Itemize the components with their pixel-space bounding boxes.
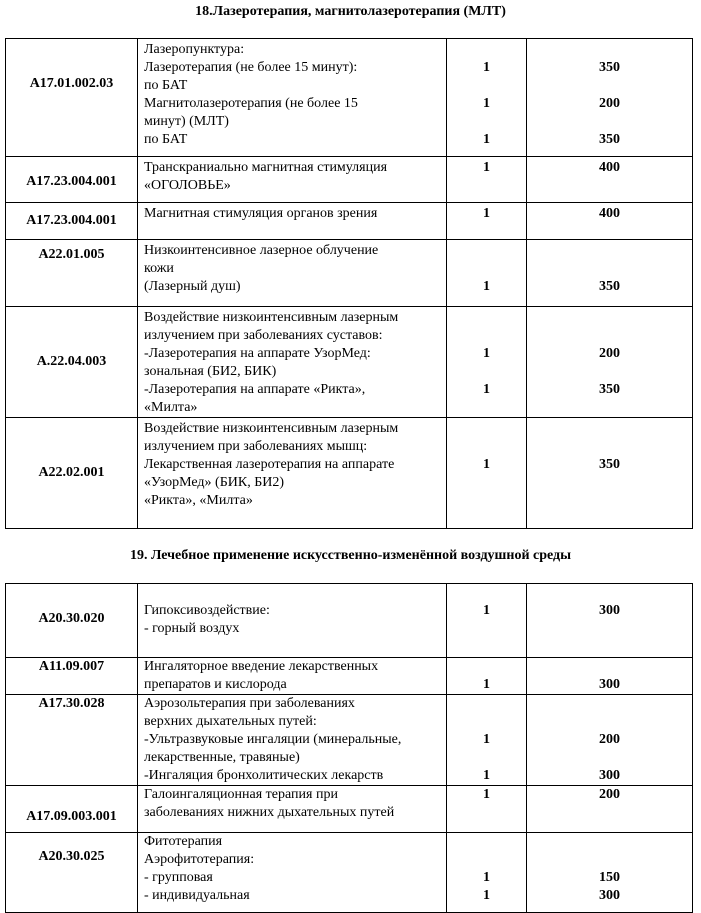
service-price xyxy=(527,584,693,658)
cell-line: Воздействие низкоинтенсивным лазерным xyxy=(144,310,399,325)
cell-line xyxy=(533,363,686,381)
cell-line: 1 xyxy=(483,888,490,903)
cell-line: 200 xyxy=(599,732,620,747)
cell-line xyxy=(453,851,520,869)
service-quantity xyxy=(447,786,527,833)
service-price xyxy=(527,203,693,240)
cell-line: 1 xyxy=(483,870,490,885)
service-code: А17.23.004.001 xyxy=(6,157,138,203)
cell-line: 1 xyxy=(483,732,490,747)
cell-line xyxy=(453,713,520,731)
cell-line: 1 xyxy=(483,787,490,802)
service-quantity xyxy=(447,157,527,203)
cell-line: 1 xyxy=(483,60,490,75)
cell-line xyxy=(533,474,686,492)
cell-line xyxy=(533,851,686,869)
cell-line xyxy=(533,749,686,767)
table-row xyxy=(6,240,693,307)
service-quantity xyxy=(447,584,527,658)
table-row xyxy=(6,203,693,240)
service-code: А17.01.002.03 xyxy=(6,39,138,157)
service-price xyxy=(527,240,693,307)
cell-line xyxy=(453,420,520,438)
cell-line: (Лазерный душ) xyxy=(144,279,241,294)
cell-line: «ОГОЛОВЬЕ» xyxy=(144,178,231,193)
cell-line xyxy=(533,399,686,417)
cell-line: «УзорМед» (БИК, БИ2) xyxy=(144,475,285,490)
service-quantity xyxy=(447,695,527,786)
cell-line: 350 xyxy=(599,132,620,147)
service-description xyxy=(138,39,447,157)
section-19-title: 19. Лечебное применение искусственно-изменённой воздушной среды xyxy=(129,548,572,563)
cell-line: «Рикта», «Милта» xyxy=(144,493,253,508)
cell-line: Фитотерапия xyxy=(144,834,223,849)
cell-line: 350 xyxy=(599,457,620,472)
cell-line xyxy=(533,177,686,195)
cell-line xyxy=(453,113,520,131)
service-price xyxy=(527,418,693,529)
cell-line xyxy=(453,474,520,492)
section-19-table xyxy=(5,583,693,913)
cell-line: излучением при заболеваниях суставов: xyxy=(144,328,383,343)
cell-line xyxy=(533,327,686,345)
service-quantity xyxy=(447,658,527,695)
service-price xyxy=(527,39,693,157)
table-row xyxy=(6,39,693,157)
cell-line: верхних дыхательных путей: xyxy=(144,714,317,729)
table-row xyxy=(6,307,693,418)
table-row xyxy=(6,418,693,529)
service-code: А22.01.005 xyxy=(6,240,138,307)
service-description xyxy=(138,240,447,307)
cell-line: -Ингаляция бронхолитических лекарств xyxy=(144,768,384,783)
cell-line: «Милта» xyxy=(144,400,198,415)
cell-line xyxy=(533,41,686,59)
service-code: А.22.04.003 xyxy=(6,307,138,418)
cell-line xyxy=(453,41,520,59)
cell-line xyxy=(453,77,520,95)
cell-line: Магнитная стимуляция органов зрения xyxy=(144,206,378,221)
cell-line xyxy=(533,438,686,456)
cell-line xyxy=(533,833,686,851)
cell-line: 350 xyxy=(599,382,620,397)
service-code: А22.02.001 xyxy=(6,418,138,529)
service-description xyxy=(138,786,447,833)
cell-line: 200 xyxy=(599,96,620,111)
cell-line xyxy=(533,492,686,510)
service-price xyxy=(527,157,693,203)
service-quantity xyxy=(447,833,527,913)
cell-line: 1 xyxy=(483,132,490,147)
cell-line: 350 xyxy=(599,279,620,294)
section-18-table xyxy=(5,38,693,529)
cell-line xyxy=(453,242,520,260)
cell-line: - горный воздух xyxy=(144,621,240,636)
cell-line: 1 xyxy=(483,457,490,472)
cell-line xyxy=(453,327,520,345)
service-code: А20.30.020 xyxy=(6,584,138,658)
service-code: А17.23.004.001 xyxy=(6,203,138,240)
cell-line xyxy=(453,804,520,822)
service-price xyxy=(527,695,693,786)
service-description xyxy=(138,695,447,786)
cell-line: 400 xyxy=(599,160,620,175)
table-row xyxy=(6,833,693,913)
cell-line: Галоингаляционная терапия при xyxy=(144,787,338,802)
service-description xyxy=(138,658,447,695)
service-price xyxy=(527,833,693,913)
cell-line xyxy=(453,620,520,638)
service-description xyxy=(138,307,447,418)
cell-line xyxy=(533,420,686,438)
cell-line: по БАТ xyxy=(144,132,188,147)
cell-line: 200 xyxy=(599,787,620,802)
service-quantity xyxy=(447,240,527,307)
cell-line: Аэрозольтерапия при заболеваниях xyxy=(144,696,355,711)
cell-line xyxy=(453,309,520,327)
cell-line xyxy=(533,77,686,95)
service-description xyxy=(138,833,447,913)
cell-line: Магнитолазеротерапия (не более 15 xyxy=(144,96,358,111)
cell-line xyxy=(453,695,520,713)
cell-line: по БАТ xyxy=(144,78,188,93)
cell-line: 300 xyxy=(599,888,620,903)
service-quantity xyxy=(447,39,527,157)
cell-line: - групповая xyxy=(144,870,213,885)
service-price xyxy=(527,658,693,695)
cell-line: препаратов и кислорода xyxy=(144,677,287,692)
section-18-title: 18.Лазеротерапия, магнитолазеротерапия (МЛТ) xyxy=(195,4,506,19)
cell-line xyxy=(533,695,686,713)
cell-line xyxy=(533,113,686,131)
cell-line xyxy=(533,713,686,731)
service-code: А11.09.007 xyxy=(6,658,138,695)
cell-line: -Ультразвуковые ингаляции (минеральные, xyxy=(144,732,402,747)
service-code: А17.30.028 xyxy=(6,695,138,786)
cell-line: минут) (МЛТ) xyxy=(144,114,229,129)
service-quantity xyxy=(447,418,527,529)
cell-line: Лазеропунктура: xyxy=(144,42,245,57)
cell-line xyxy=(453,177,520,195)
cell-line: 300 xyxy=(599,768,620,783)
cell-line xyxy=(533,804,686,822)
cell-line: 1 xyxy=(483,346,490,361)
cell-line xyxy=(533,260,686,278)
cell-line: Лазеротерапия (не более 15 минут): xyxy=(144,60,358,75)
cell-line: кожи xyxy=(144,261,174,276)
cell-line: 300 xyxy=(599,603,620,618)
table-row xyxy=(6,786,693,833)
cell-line xyxy=(453,438,520,456)
cell-line xyxy=(453,658,520,676)
cell-line: заболеваниях нижних дыхательных путей xyxy=(144,805,395,820)
cell-line: 300 xyxy=(599,677,620,692)
cell-line: Гипоксивоздействие: xyxy=(144,603,270,618)
cell-line: Воздействие низкоинтенсивным лазерным xyxy=(144,421,399,436)
service-code: А20.30.025 xyxy=(6,833,138,913)
service-code: А17.09.003.001 xyxy=(6,786,138,833)
cell-line: 150 xyxy=(599,870,620,885)
cell-line xyxy=(533,309,686,327)
cell-line xyxy=(453,833,520,851)
cell-line: 200 xyxy=(599,346,620,361)
cell-line: Лекарственная лазеротерапия на аппарате xyxy=(144,457,395,472)
service-quantity xyxy=(447,203,527,240)
cell-line: 1 xyxy=(483,677,490,692)
table-row xyxy=(6,658,693,695)
table-row xyxy=(6,157,693,203)
cell-line: 400 xyxy=(599,206,620,221)
service-description xyxy=(138,157,447,203)
cell-line: Транскраниально магнитная стимуляция xyxy=(144,160,388,175)
service-description xyxy=(138,418,447,529)
service-quantity xyxy=(447,307,527,418)
cell-line: 350 xyxy=(599,60,620,75)
cell-line: 1 xyxy=(483,768,490,783)
cell-line: зональная (БИ2, БИК) xyxy=(144,364,277,379)
cell-line xyxy=(453,363,520,381)
cell-line: 1 xyxy=(483,96,490,111)
cell-line xyxy=(533,620,686,638)
cell-line xyxy=(533,242,686,260)
cell-line: 1 xyxy=(483,279,490,294)
cell-line: лекарственные, травяные) xyxy=(144,750,300,765)
cell-line xyxy=(453,492,520,510)
cell-line xyxy=(533,658,686,676)
cell-line: Ингаляторное введение лекарственных xyxy=(144,659,379,674)
cell-line: излучением при заболеваниях мышц: xyxy=(144,439,368,454)
service-price xyxy=(527,307,693,418)
cell-line xyxy=(453,260,520,278)
cell-line: 1 xyxy=(483,206,490,221)
cell-line: Низкоинтенсивное лазерное облучение xyxy=(144,243,379,258)
cell-line xyxy=(453,749,520,767)
service-price xyxy=(527,786,693,833)
service-description xyxy=(138,203,447,240)
cell-line xyxy=(453,399,520,417)
cell-line: -Лазеротерапия на аппарате УзорМед: xyxy=(144,346,371,361)
cell-line: -Лазеротерапия на аппарате «Рикта», xyxy=(144,382,366,397)
cell-line: Аэрофитотерапия: xyxy=(144,852,255,867)
cell-line: - индивидуальная xyxy=(144,888,250,903)
cell-line: 1 xyxy=(483,160,490,175)
table-row xyxy=(6,584,693,658)
cell-line: 1 xyxy=(483,603,490,618)
service-description xyxy=(138,584,447,658)
cell-line: 1 xyxy=(483,382,490,397)
table-row xyxy=(6,695,693,786)
